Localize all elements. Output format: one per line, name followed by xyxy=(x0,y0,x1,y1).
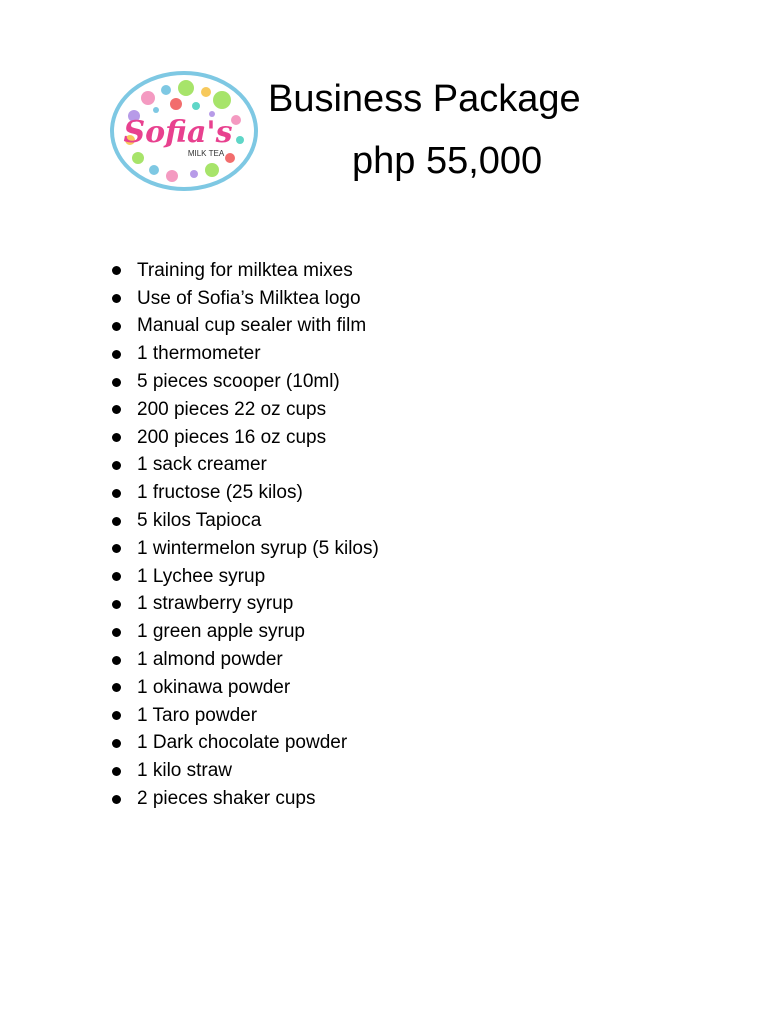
list-item xyxy=(108,591,379,619)
list-item xyxy=(108,340,379,368)
list-item xyxy=(108,479,379,507)
bullet-icon xyxy=(112,544,121,553)
bullet-icon xyxy=(112,656,121,665)
bullet-icon xyxy=(112,461,121,470)
list-item xyxy=(108,730,379,758)
list-item xyxy=(108,702,379,730)
bullet-icon xyxy=(112,350,121,359)
list-item-text: 1 Dark chocolate powder xyxy=(137,732,348,754)
list-item-text: 1 thermometer xyxy=(137,343,261,365)
logo-graphic xyxy=(108,70,260,192)
list-item xyxy=(108,507,379,535)
list-item-text: 5 pieces scooper (10ml) xyxy=(137,371,340,393)
list-item-text: Manual cup sealer with film xyxy=(137,315,367,337)
list-item xyxy=(108,563,379,591)
list-item-text: 200 pieces 22 oz cups xyxy=(137,398,327,420)
list-item-text: Training for milktea mixes xyxy=(137,259,353,281)
bullet-icon xyxy=(112,600,121,609)
logo-brand-text: Sofia's xyxy=(123,115,233,150)
bullet-icon xyxy=(112,517,121,526)
bullet-icon xyxy=(112,739,121,748)
list-item-text: 1 okinawa powder xyxy=(137,676,291,698)
list-item-text: 1 wintermelon syrup (5 kilos) xyxy=(137,537,379,559)
bullet-icon xyxy=(112,489,121,498)
bullet-icon xyxy=(112,767,121,776)
list-item-text: 1 sack creamer xyxy=(137,454,267,476)
bullet-icon xyxy=(112,266,121,275)
list-item xyxy=(108,785,379,813)
package-inclusions-list xyxy=(108,257,379,813)
list-item-text: 1 Taro powder xyxy=(137,704,258,726)
bullet-icon xyxy=(112,628,121,637)
page-title: Business Package xyxy=(268,78,581,120)
list-item xyxy=(108,757,379,785)
bullet-icon xyxy=(112,795,121,804)
bullet-icon xyxy=(112,572,121,581)
list-item xyxy=(108,285,379,313)
bullet-icon xyxy=(112,433,121,442)
list-item xyxy=(108,646,379,674)
bullet-icon xyxy=(112,294,121,303)
list-item-text: Use of Sofia’s Milktea logo xyxy=(137,287,361,309)
list-item-text: 2 pieces shaker cups xyxy=(137,788,316,810)
logo-tagline-text: MILK TEA xyxy=(187,149,225,158)
list-item-text: 200 pieces 16 oz cups xyxy=(137,426,327,448)
bullet-icon xyxy=(112,711,121,720)
bullet-icon xyxy=(112,322,121,331)
list-item xyxy=(108,313,379,341)
list-item xyxy=(108,396,379,424)
bullet-icon xyxy=(112,378,121,387)
list-item-text: 1 almond powder xyxy=(137,649,283,671)
list-item-text: 5 kilos Tapioca xyxy=(137,510,262,532)
list-item xyxy=(108,674,379,702)
list-item xyxy=(108,424,379,452)
list-item xyxy=(108,257,379,285)
list-item-text: 1 kilo straw xyxy=(137,760,233,782)
list-item-text: 1 Lychee syrup xyxy=(137,565,266,587)
list-item-text: 1 fructose (25 kilos) xyxy=(137,482,303,504)
list-item xyxy=(108,618,379,646)
list-item-text: 1 strawberry syrup xyxy=(137,593,294,615)
list-item xyxy=(108,535,379,563)
bullet-icon xyxy=(112,683,121,692)
list-item-text: 1 green apple syrup xyxy=(137,621,305,643)
bullet-icon xyxy=(112,405,121,414)
package-price: php 55,000 xyxy=(352,140,543,182)
list-item xyxy=(108,452,379,480)
sofias-milktea-logo xyxy=(108,70,260,192)
list-item xyxy=(108,368,379,396)
